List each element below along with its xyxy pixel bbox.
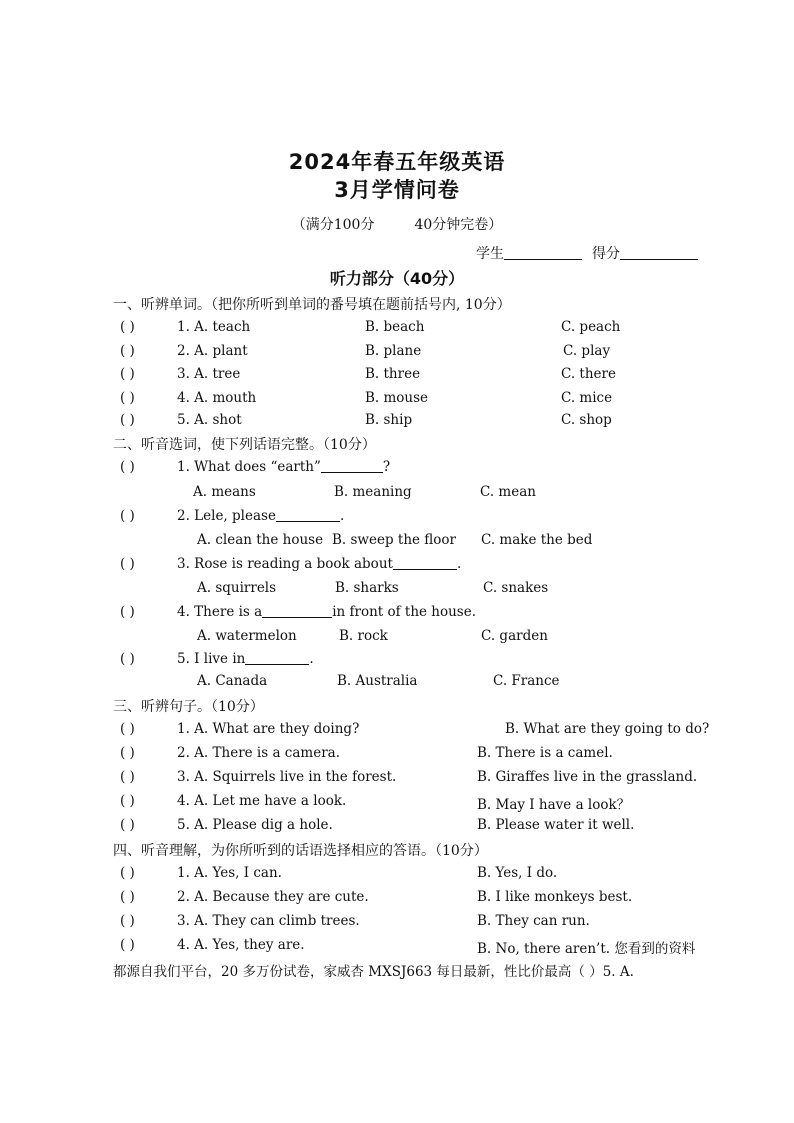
footer-text: 都源自我们平台，20 多万份试卷，家威杏 MXSJ663 每日最新，性比价最高（ ）5. A. bbox=[113, 964, 634, 980]
option-a: 2. A. plant bbox=[177, 343, 248, 359]
option-a: 2. A. There is a camera. bbox=[177, 745, 340, 761]
fill-blank[interactable] bbox=[276, 508, 340, 522]
s4-question-row bbox=[0, 865, 794, 887]
option-b: B. Australia bbox=[337, 673, 418, 689]
time-limit-text: 40分钟完卷） bbox=[414, 217, 503, 233]
answer-paren[interactable]: ( ) bbox=[120, 651, 135, 667]
s4-question-row bbox=[0, 937, 794, 959]
section-3-heading: 三、听辨句子。（10分） bbox=[113, 699, 264, 715]
option-b: B. ship bbox=[365, 412, 413, 428]
option-a: 4. A. mouth bbox=[177, 390, 257, 406]
full-marks-text: （满分100分 bbox=[291, 217, 375, 233]
section-4-heading: 四、听音理解，为你所听到的话语选择相应的答语。（10分） bbox=[113, 843, 488, 859]
option-c: C. shop bbox=[561, 412, 612, 428]
option-a: 1. A. Yes, I can. bbox=[177, 865, 282, 881]
exam-title-line1: 2024年春五年级英语 bbox=[288, 150, 506, 174]
answer-paren[interactable]: ( ) bbox=[120, 937, 135, 953]
option-b: B. rock bbox=[339, 628, 388, 644]
s2-options-row bbox=[0, 532, 794, 554]
fill-blank[interactable] bbox=[393, 556, 457, 570]
listening-part-title: 听力部分（40分） bbox=[329, 269, 465, 288]
exam-subtitle bbox=[0, 214, 794, 234]
option-a: 3. A. They can climb trees. bbox=[177, 913, 360, 929]
fill-blank[interactable] bbox=[245, 651, 309, 665]
option-b: B. meaning bbox=[334, 484, 412, 500]
answer-paren[interactable]: ( ) bbox=[120, 390, 135, 406]
option-c: C. play bbox=[563, 343, 611, 359]
option-b: B. What are they going to do? bbox=[505, 721, 710, 737]
option-b: B. sharks bbox=[335, 580, 399, 596]
option-a: A. means bbox=[193, 484, 256, 500]
option-a: 5. A. Please dig a hole. bbox=[177, 817, 333, 833]
score-label: 得分 bbox=[592, 246, 620, 262]
s3-question-row bbox=[0, 745, 794, 767]
option-c: C. make the bed bbox=[481, 532, 593, 548]
answer-paren[interactable]: ( ) bbox=[120, 604, 135, 620]
option-c: C. mice bbox=[561, 390, 613, 406]
question-stem: 5. I live in . bbox=[177, 651, 314, 667]
s1-question-row bbox=[0, 412, 794, 434]
s2-options-row bbox=[0, 484, 794, 506]
option-b: B. sweep the floor bbox=[332, 532, 457, 548]
fill-blank[interactable] bbox=[262, 604, 332, 618]
option-b: B. They can run. bbox=[477, 913, 590, 929]
s2-question-row bbox=[0, 459, 794, 481]
option-b: B. plane bbox=[365, 343, 422, 359]
question-stem: 4. There is a in front of the house. bbox=[177, 604, 477, 620]
option-b: B. Giraffes live in the grassland. bbox=[477, 769, 698, 785]
option-c: C. snakes bbox=[483, 580, 549, 596]
option-a: A. watermelon bbox=[197, 628, 297, 644]
option-b: B. There is a camel. bbox=[477, 745, 613, 761]
option-b: B. mouse bbox=[365, 390, 429, 406]
answer-paren[interactable]: ( ) bbox=[120, 745, 135, 761]
option-a: 4. A. Yes, they are. bbox=[177, 937, 305, 953]
s2-options-row bbox=[0, 628, 794, 650]
answer-paren[interactable]: ( ) bbox=[120, 865, 135, 881]
question-stem: 2. Lele, please . bbox=[177, 508, 345, 524]
option-b: B. beach bbox=[365, 319, 425, 335]
option-a: 5. A. shot bbox=[177, 412, 242, 428]
s1-question-row bbox=[0, 366, 794, 388]
option-a: 1. A. teach bbox=[177, 319, 251, 335]
answer-paren[interactable]: ( ) bbox=[120, 459, 135, 475]
option-c: C. mean bbox=[480, 484, 536, 500]
s3-question-row bbox=[0, 721, 794, 743]
s2-options-row bbox=[0, 580, 794, 602]
question-stem: 1. What does “earth” ? bbox=[177, 459, 391, 475]
option-a: 3. A. tree bbox=[177, 366, 241, 382]
option-b: B. May I have a look？ bbox=[477, 797, 631, 813]
option-a: 1. A. What are they doing? bbox=[177, 721, 360, 737]
s4-question-row bbox=[0, 889, 794, 911]
option-b: B. Please water it well. bbox=[477, 817, 635, 833]
section-1-heading: 一、听辨单词。（把你所听到单词的番号填在题前括号内, 10分） bbox=[113, 297, 511, 313]
answer-paren[interactable]: ( ) bbox=[120, 343, 135, 359]
score-blank[interactable] bbox=[620, 245, 698, 260]
answer-paren[interactable]: ( ) bbox=[120, 793, 135, 809]
answer-paren[interactable]: ( ) bbox=[120, 412, 135, 428]
option-b: B. I like monkeys best. bbox=[477, 889, 633, 905]
student-name-blank[interactable] bbox=[504, 245, 582, 260]
s3-question-row bbox=[0, 817, 794, 839]
option-a: A. Canada bbox=[197, 673, 268, 689]
answer-paren[interactable]: ( ) bbox=[120, 913, 135, 929]
s2-question-row bbox=[0, 556, 794, 578]
fill-blank[interactable] bbox=[321, 459, 383, 473]
answer-paren[interactable]: ( ) bbox=[120, 721, 135, 737]
student-score-line bbox=[476, 243, 698, 263]
option-a: 4. A. Let me have a look. bbox=[177, 793, 347, 809]
s2-options-row bbox=[0, 673, 794, 695]
option-a: 3. A. Squirrels live in the forest. bbox=[177, 769, 397, 785]
option-c: C. France bbox=[493, 673, 560, 689]
s1-question-row bbox=[0, 319, 794, 341]
exam-title-line2: 3月学情问卷 bbox=[334, 178, 460, 202]
option-b: B. No, there aren’t. 您看到的资料 bbox=[477, 941, 696, 957]
answer-paren[interactable]: ( ) bbox=[120, 889, 135, 905]
s3-question-row bbox=[0, 793, 794, 815]
student-label: 学生 bbox=[476, 246, 504, 262]
option-b: B. Yes, I do. bbox=[477, 865, 558, 881]
answer-paren[interactable]: ( ) bbox=[120, 769, 135, 785]
option-a: A. squirrels bbox=[197, 580, 277, 596]
s1-question-row bbox=[0, 390, 794, 412]
option-a: 2. A. Because they are cute. bbox=[177, 889, 369, 905]
s3-question-row bbox=[0, 769, 794, 791]
s1-question-row bbox=[0, 343, 794, 365]
answer-paren[interactable]: ( ) bbox=[120, 817, 135, 833]
option-c: C. peach bbox=[561, 319, 621, 335]
s4-question-row bbox=[0, 913, 794, 935]
answer-paren[interactable]: ( ) bbox=[120, 508, 135, 524]
answer-paren[interactable]: ( ) bbox=[120, 366, 135, 382]
option-c: C. garden bbox=[481, 628, 548, 644]
answer-paren[interactable]: ( ) bbox=[120, 556, 135, 572]
section-2-heading: 二、听音选词，使下列话语完整。（10分） bbox=[113, 437, 376, 453]
s2-question-row bbox=[0, 651, 794, 673]
answer-paren[interactable]: ( ) bbox=[120, 319, 135, 335]
option-c: C. there bbox=[561, 366, 616, 382]
s2-question-row bbox=[0, 604, 794, 626]
option-a: A. clean the house bbox=[197, 532, 324, 548]
s2-question-row bbox=[0, 508, 794, 530]
question-stem: 3. Rose is reading a book about . bbox=[177, 556, 462, 572]
option-b: B. three bbox=[365, 366, 421, 382]
